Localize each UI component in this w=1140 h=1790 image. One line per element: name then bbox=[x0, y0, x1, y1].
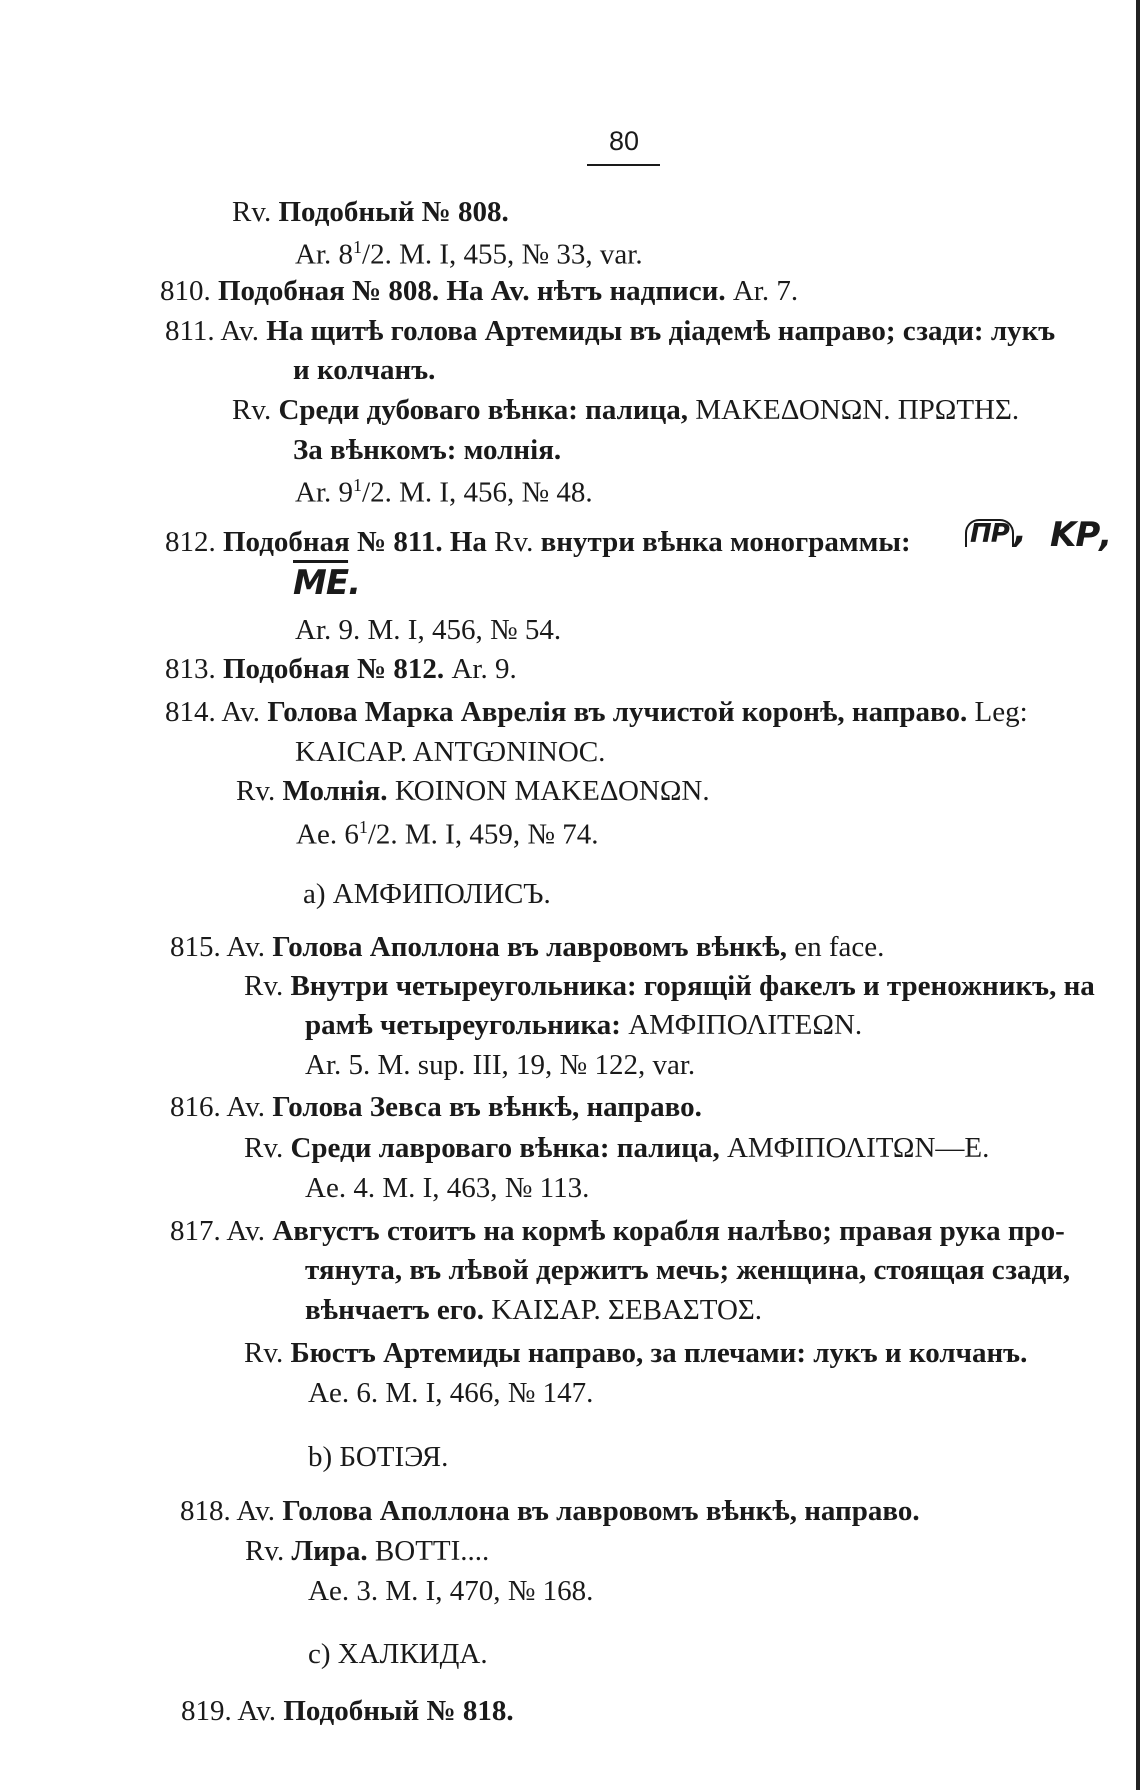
text-line: 819. Av. Подобный № 818. bbox=[181, 1695, 514, 1727]
page-number: 80 bbox=[608, 126, 640, 156]
text-line: Rv. Молнія. ΚΟΙΝΟΝ ΜΑΚΕΔΟΝΩΝ. bbox=[236, 775, 710, 807]
text-line: 810. Подобная № 808. На Av. нѣтъ надписи. Ar. 7. bbox=[160, 275, 799, 307]
section-heading: a) АМФИПОЛИСЪ. bbox=[303, 878, 551, 910]
text-line: Rv. Лира. ΒΟΤΤΙ.... bbox=[245, 1535, 490, 1567]
text-line: 813. Подобная № 812. Ar. 9. bbox=[165, 653, 517, 685]
page-number-rule bbox=[587, 164, 660, 166]
monogram-1: ΠΡ , bbox=[965, 514, 1026, 548]
text-line: Ae. 4. M. I, 463, № 113. bbox=[305, 1172, 590, 1204]
text-line: Ar. 9. M. I, 456, № 54. bbox=[295, 614, 562, 646]
text-line: Ar. 5. M. sup. III, 19, № 122, var. bbox=[305, 1049, 696, 1081]
text-line: Ar. $8^1/2$. M. I, 455, № 33, var. bbox=[295, 237, 643, 271]
text-line: рамѣ четыреугольника: ΑΜΦΙΠΟΛΙΤΕΩΝ. bbox=[305, 1009, 863, 1041]
text-line: Rv. Внутри четыреугольника: горящій факелъ и треножникъ, на bbox=[244, 970, 1095, 1002]
text-line: 816. Av. Голова Зевса въ вѣнкѣ, направо. bbox=[170, 1091, 702, 1123]
text-line: 817. Av. Августъ стоитъ на кормѣ корабля налѣво; правая рука про- bbox=[170, 1215, 1065, 1247]
text-line: Ar. $9^1/2$. M. I, 456, № 48. bbox=[295, 475, 593, 509]
text-line: тянута, въ лѣвой держитъ мечь; женщина, стоящая сзади, bbox=[305, 1254, 1071, 1286]
text-line: Rv. Среди дубоваго вѣнка: палица, ΜΑΚΕΔΟΝΩΝ. ΠΡΩΤΗΣ. bbox=[232, 394, 1020, 426]
text-line: 814. Av. Голова Марка Аврелія въ лучистой коронѣ, направо. Leg: bbox=[165, 696, 1028, 728]
text-line: 815. Av. Голова Аполлона въ лавровомъ вѣнкѣ, en face. bbox=[170, 931, 885, 963]
text-line: Rv. Среди лавроваго вѣнка: палица, ΑΜΦΙΠΟΛΙΤΩΝ—Ε. bbox=[244, 1132, 990, 1164]
text-line: Rv. Подобный № 808. bbox=[232, 196, 509, 228]
text-line: Ae. 6. M. I, 466, № 147. bbox=[308, 1377, 594, 1409]
section-heading: c) ХАЛКИДА. bbox=[308, 1638, 488, 1670]
text-line: Rv. Бюстъ Артемиды направо, за плечами: лукъ и колчанъ. bbox=[244, 1337, 1028, 1369]
text-line: 811. Av. На щитѣ голова Артемиды въ діадемѣ направо; сзади: лукъ bbox=[165, 315, 1056, 347]
monogram-3: $\overline{ME}$. bbox=[293, 563, 360, 603]
text-line: 812. Подобная № 811. На Rv. внутри вѣнка монограммы: bbox=[165, 526, 911, 558]
text-line: вѣнчаетъ его. ΚΑΙΣΑΡ. ΣΕΒΑΣΤΟΣ. bbox=[305, 1294, 763, 1326]
text-line: За вѣнкомъ: молнія. bbox=[293, 434, 562, 466]
monogram-2: ΚΡ, bbox=[1050, 515, 1112, 555]
text-line: и колчанъ. bbox=[293, 354, 436, 386]
text-line: 818. Av. Голова Аполлона въ лавровомъ вѣнкѣ, направо. bbox=[180, 1495, 920, 1527]
text-line: ΚΑΙϹΑΡ. ΑΝΤѠΝΙΝΟϹ. bbox=[295, 736, 606, 768]
text-line: Ae. 3. M. I, 470, № 168. bbox=[308, 1575, 594, 1607]
text-line: Ae. $6^1/2$. M. I, 459, № 74. bbox=[296, 817, 599, 851]
page-edge bbox=[1136, 0, 1140, 1790]
section-heading: b) БОТІЭЯ. bbox=[308, 1441, 449, 1473]
